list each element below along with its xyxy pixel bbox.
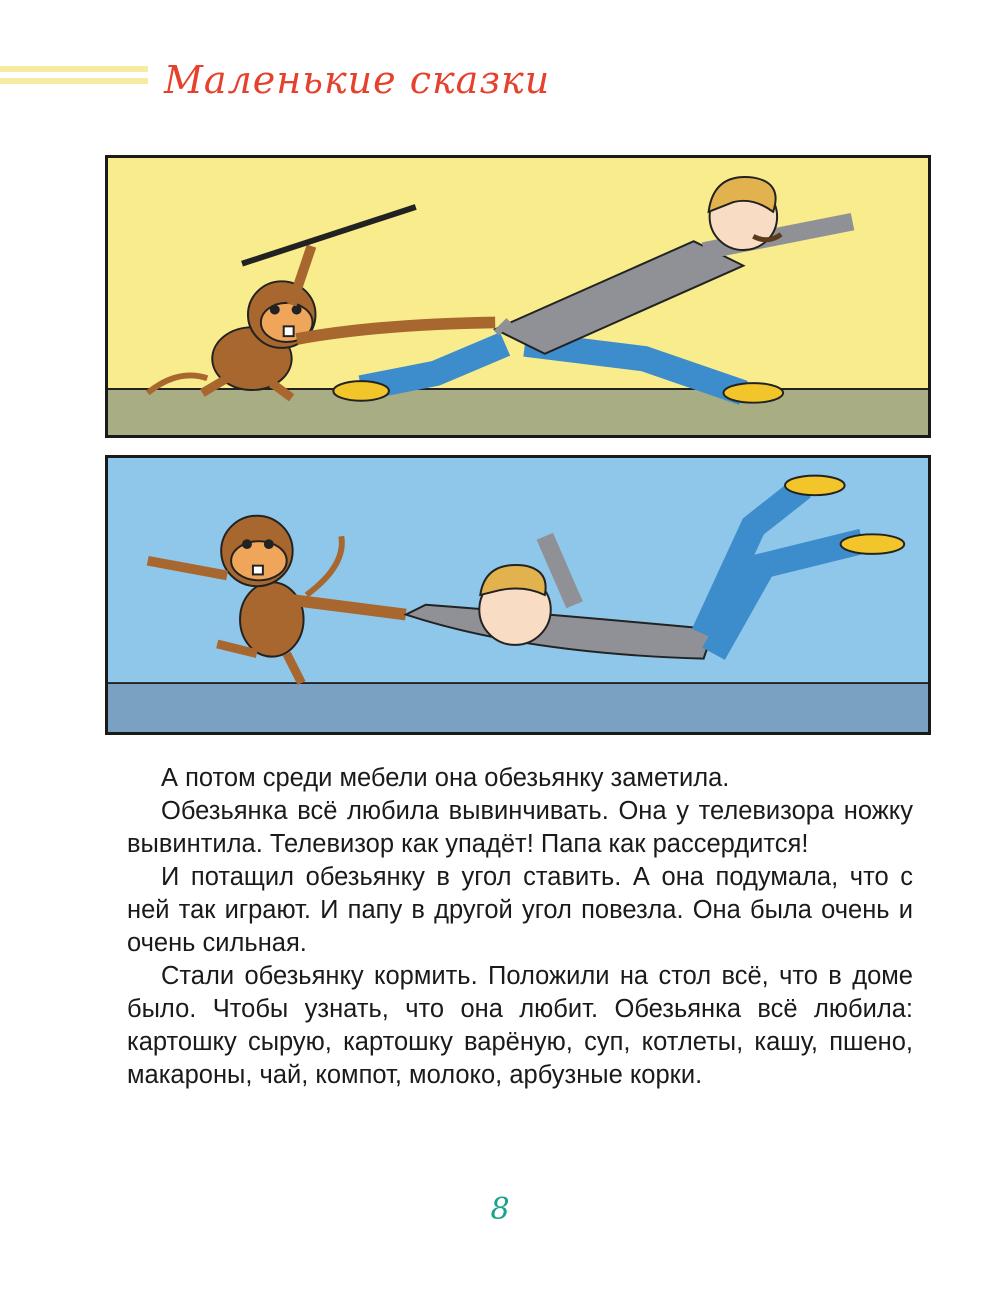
header-stripe — [0, 66, 148, 72]
page-number: 8 — [490, 1192, 510, 1227]
header-stripe — [0, 78, 148, 84]
header-stripes — [0, 66, 148, 90]
story-paragraph: Обезьянка всё любила вывинчивать. Она у телевизора ножку вывинтила. Телевизор как упадёт! Папа как рассердится! — [127, 797, 913, 858]
page-title: Маленькие сказки — [164, 58, 551, 102]
story-paragraph: Стали обезьянку кормить. Положили на стол всё, что в доме было. Чтобы узнать, что она любит. Обезьянка всё любила: картошку сырую, картошку варёную, суп, котлеты, кашу, пшено, макароны, чай, компот, молоко, арбузные корки. — [127, 962, 913, 1089]
panel-floor — [108, 683, 928, 732]
story-paragraph: А потом среди мебели она обезьянку заметила. — [161, 764, 730, 792]
illustration-top — [105, 155, 931, 438]
story-paragraph: И потащил обезьянку в угол ставить. А она подумала, что с ней так играют. И папу в другой угол повезла. Она была очень и очень сильная. — [127, 863, 913, 957]
panel-floor — [108, 389, 928, 435]
story-text — [127, 762, 913, 1092]
illustration-bottom — [105, 455, 931, 735]
